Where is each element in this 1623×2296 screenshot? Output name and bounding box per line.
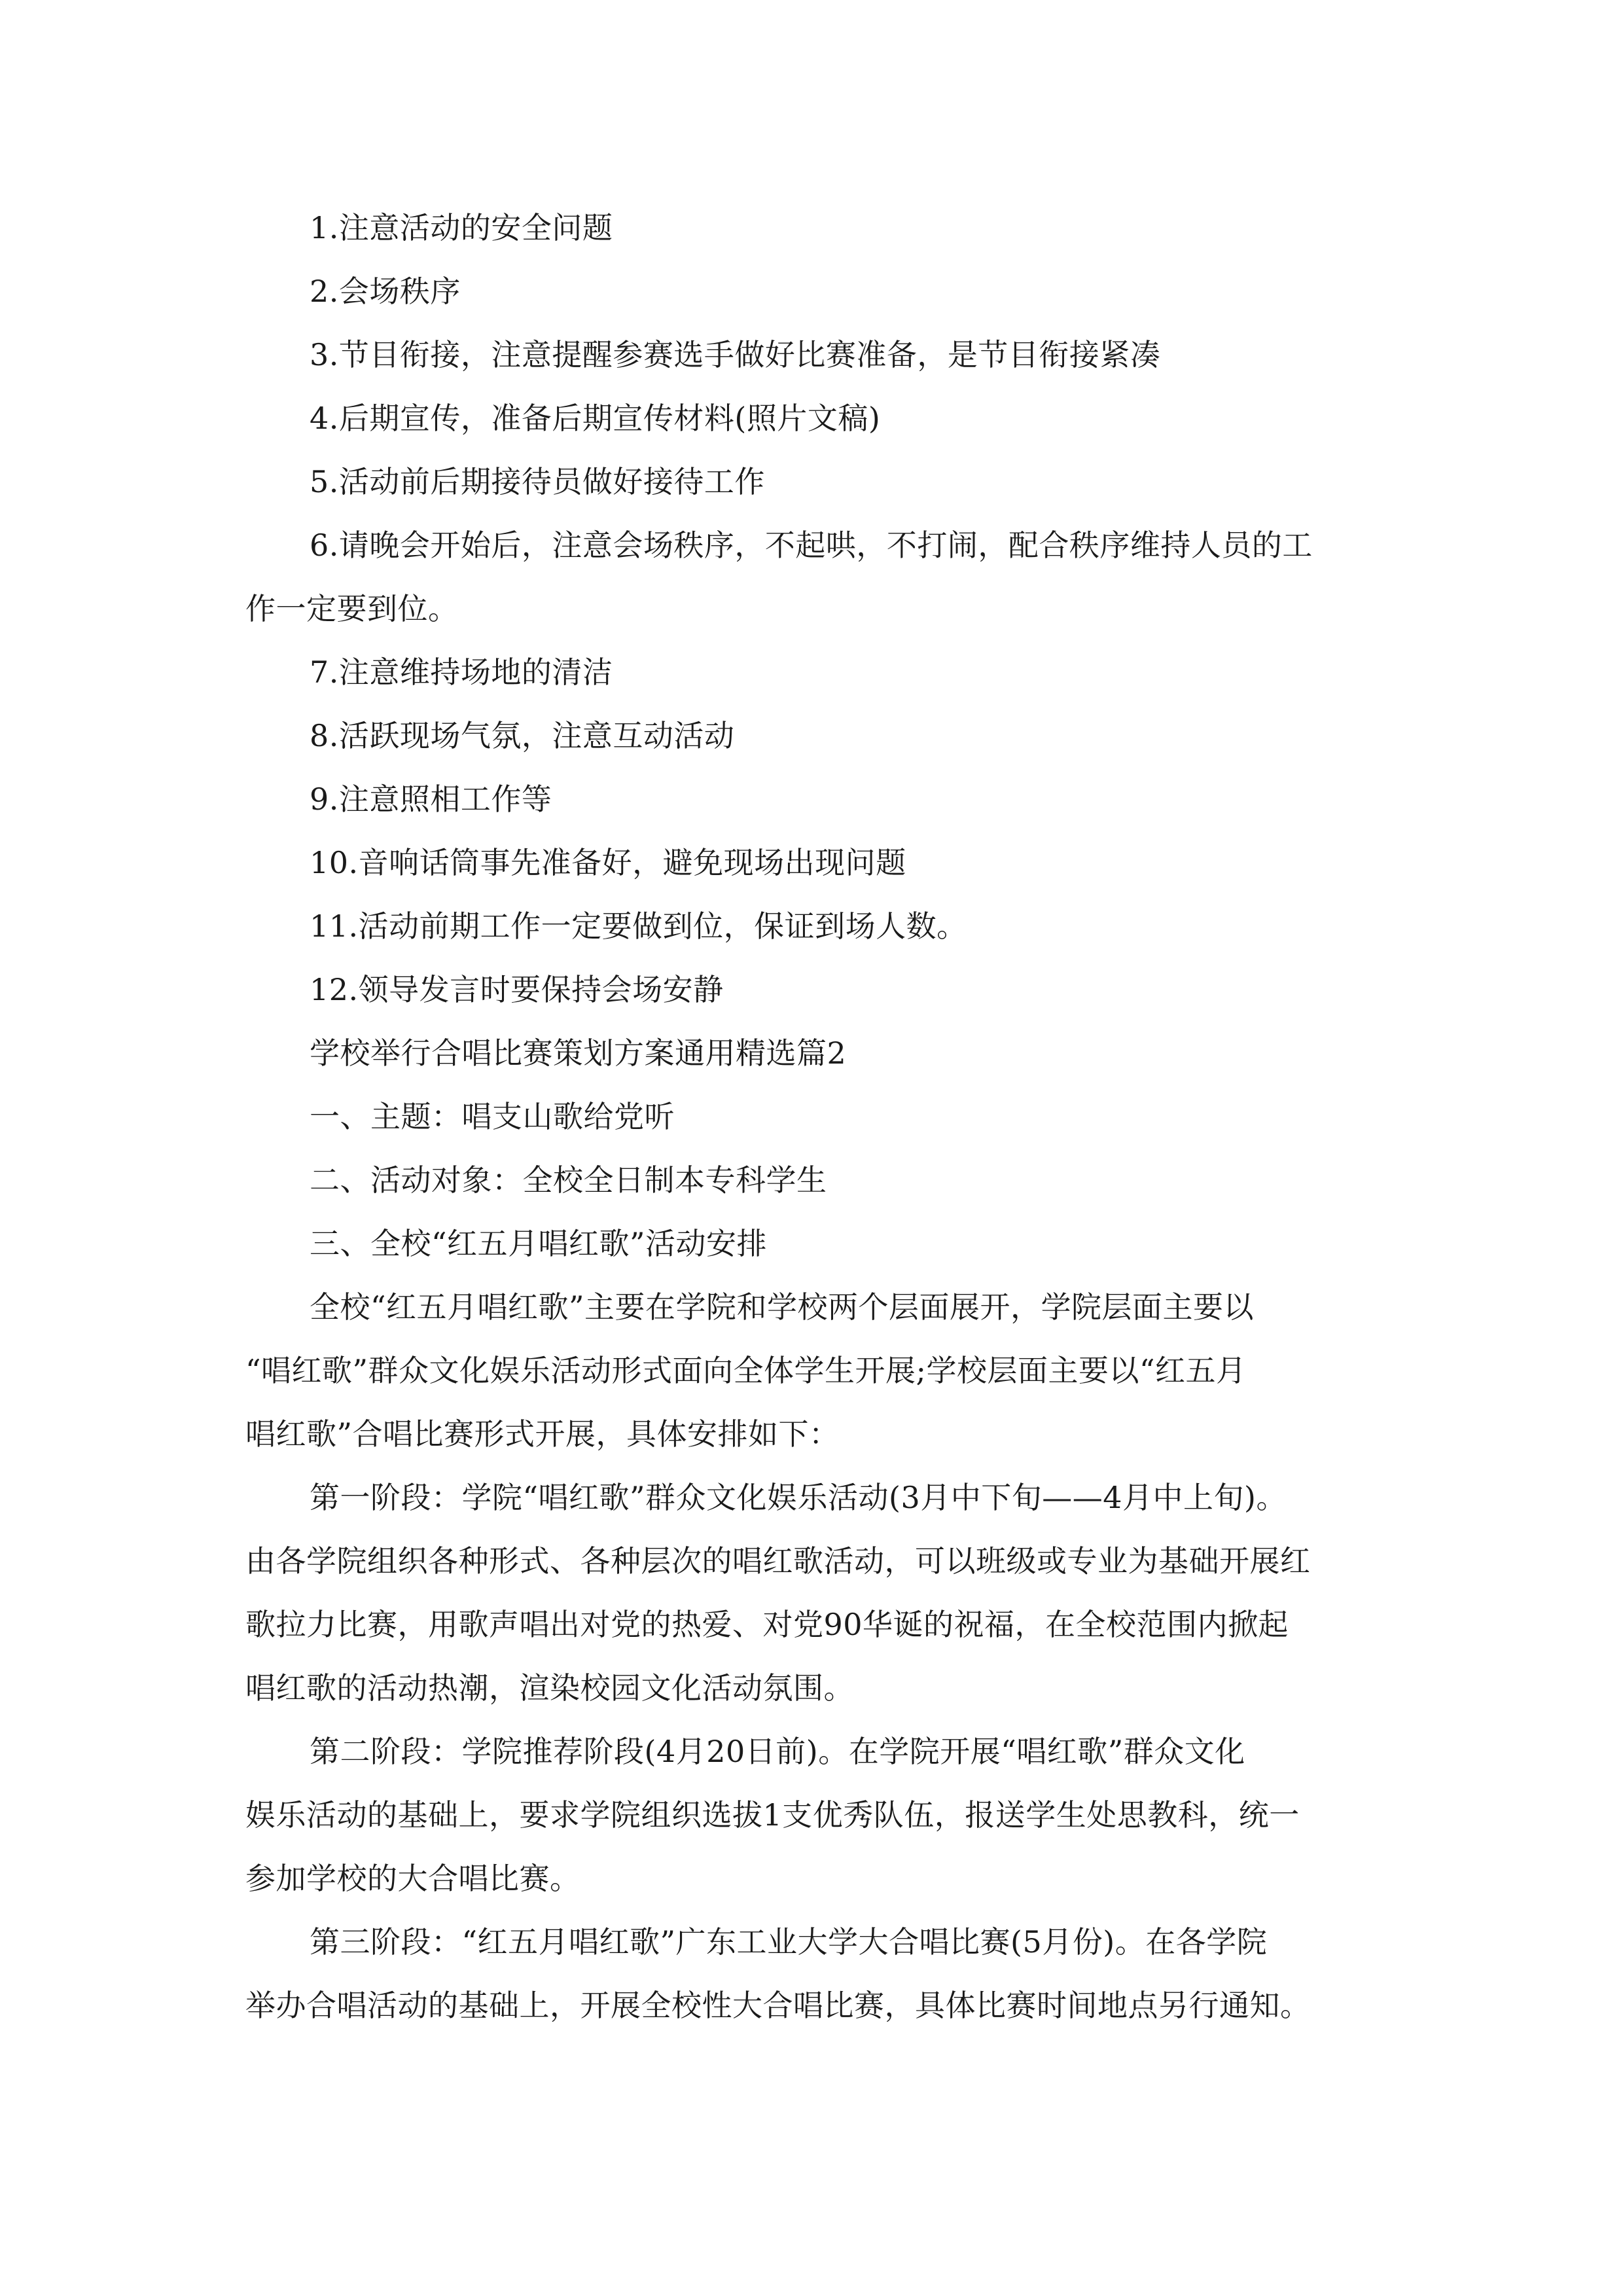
document-body [245,196,1397,2037]
text-line: 11.活动前期工作一定要做到位，保证到场人数。 [310,908,967,944]
text-line: 举办合唱活动的基础上，开展全校性大合唱比赛，具体比赛时间地点另行通知。 [245,1988,1311,2023]
text-line: 第二阶段：学院推荐阶段(4月20日前)。在学院开展“唱红歌”群众文化 [310,1734,1245,1769]
text-line: 第三阶段：“红五月唱红歌”广东工业大学大合唱比赛(5月份)。在各学院 [310,1924,1268,1960]
text-line: 参加学校的大合唱比赛。 [245,1861,580,1896]
text-line: 唱红歌”合唱比赛形式开展，具体安排如下： [245,1416,840,1452]
text-line: 5.活动前后期接待员做好接待工作 [310,464,765,499]
text-line: 4.后期宣传，准备后期宣传材料(照片文稿) [310,401,881,436]
text-line: 由各学院组织各种形式、各种层次的唱红歌活动，可以班级或专业为基础开展红 [245,1543,1311,1579]
text-line: 2.会场秩序 [310,274,461,309]
text-line: 第一阶段：学院“唱红歌”群众文化娱乐活动(3月中下旬——4月中上旬)。 [310,1480,1287,1515]
text-line: “唱红歌”群众文化娱乐活动形式面向全体学生开展;学校层面主要以“红五月 [245,1353,1247,1388]
text-line: 10.音响话筒事先准备好，避免现场出现问题 [310,845,906,880]
text-line: 唱红歌的活动热潮，渲染校园文化活动氛围。 [245,1670,854,1706]
text-line: 全校“红五月唱红歌”主要在学院和学校两个层面展开，学院层面主要以 [310,1289,1255,1325]
text-line: 12.领导发言时要保持会场安静 [310,972,724,1007]
text-line: 3.节目衔接，注意提醒参赛选手做好比赛准备，是节目衔接紧凑 [310,337,1161,372]
text-line: 作一定要到位。 [245,591,459,626]
text-line: 歌拉力比赛，用歌声唱出对党的热爱、对党90华诞的祝福，在全校范围内掀起 [245,1607,1289,1642]
text-line: 学校举行合唱比赛策划方案通用精选篇2 [310,1035,847,1071]
text-line: 1.注意活动的安全问题 [310,210,613,245]
text-line: 三、全校“红五月唱红歌”活动安排 [310,1226,768,1261]
text-line: 9.注意照相工作等 [310,781,552,817]
text-line: 二、活动对象：全校全日制本专科学生 [310,1162,827,1198]
text-line: 7.注意维持场地的清洁 [310,655,613,690]
text-line: 娱乐活动的基础上，要求学院组织选拔1支优秀队伍，报送学生处思教科，统一 [245,1797,1300,1833]
text-line: 6.请晚会开始后，注意会场秩序，不起哄，不打闹，配合秩序维持人员的工 [310,528,1313,563]
text-line: 8.活跃现场气氛，注意互动活动 [310,718,735,753]
text-line: 一、主题：唱支山歌给党听 [310,1099,675,1134]
